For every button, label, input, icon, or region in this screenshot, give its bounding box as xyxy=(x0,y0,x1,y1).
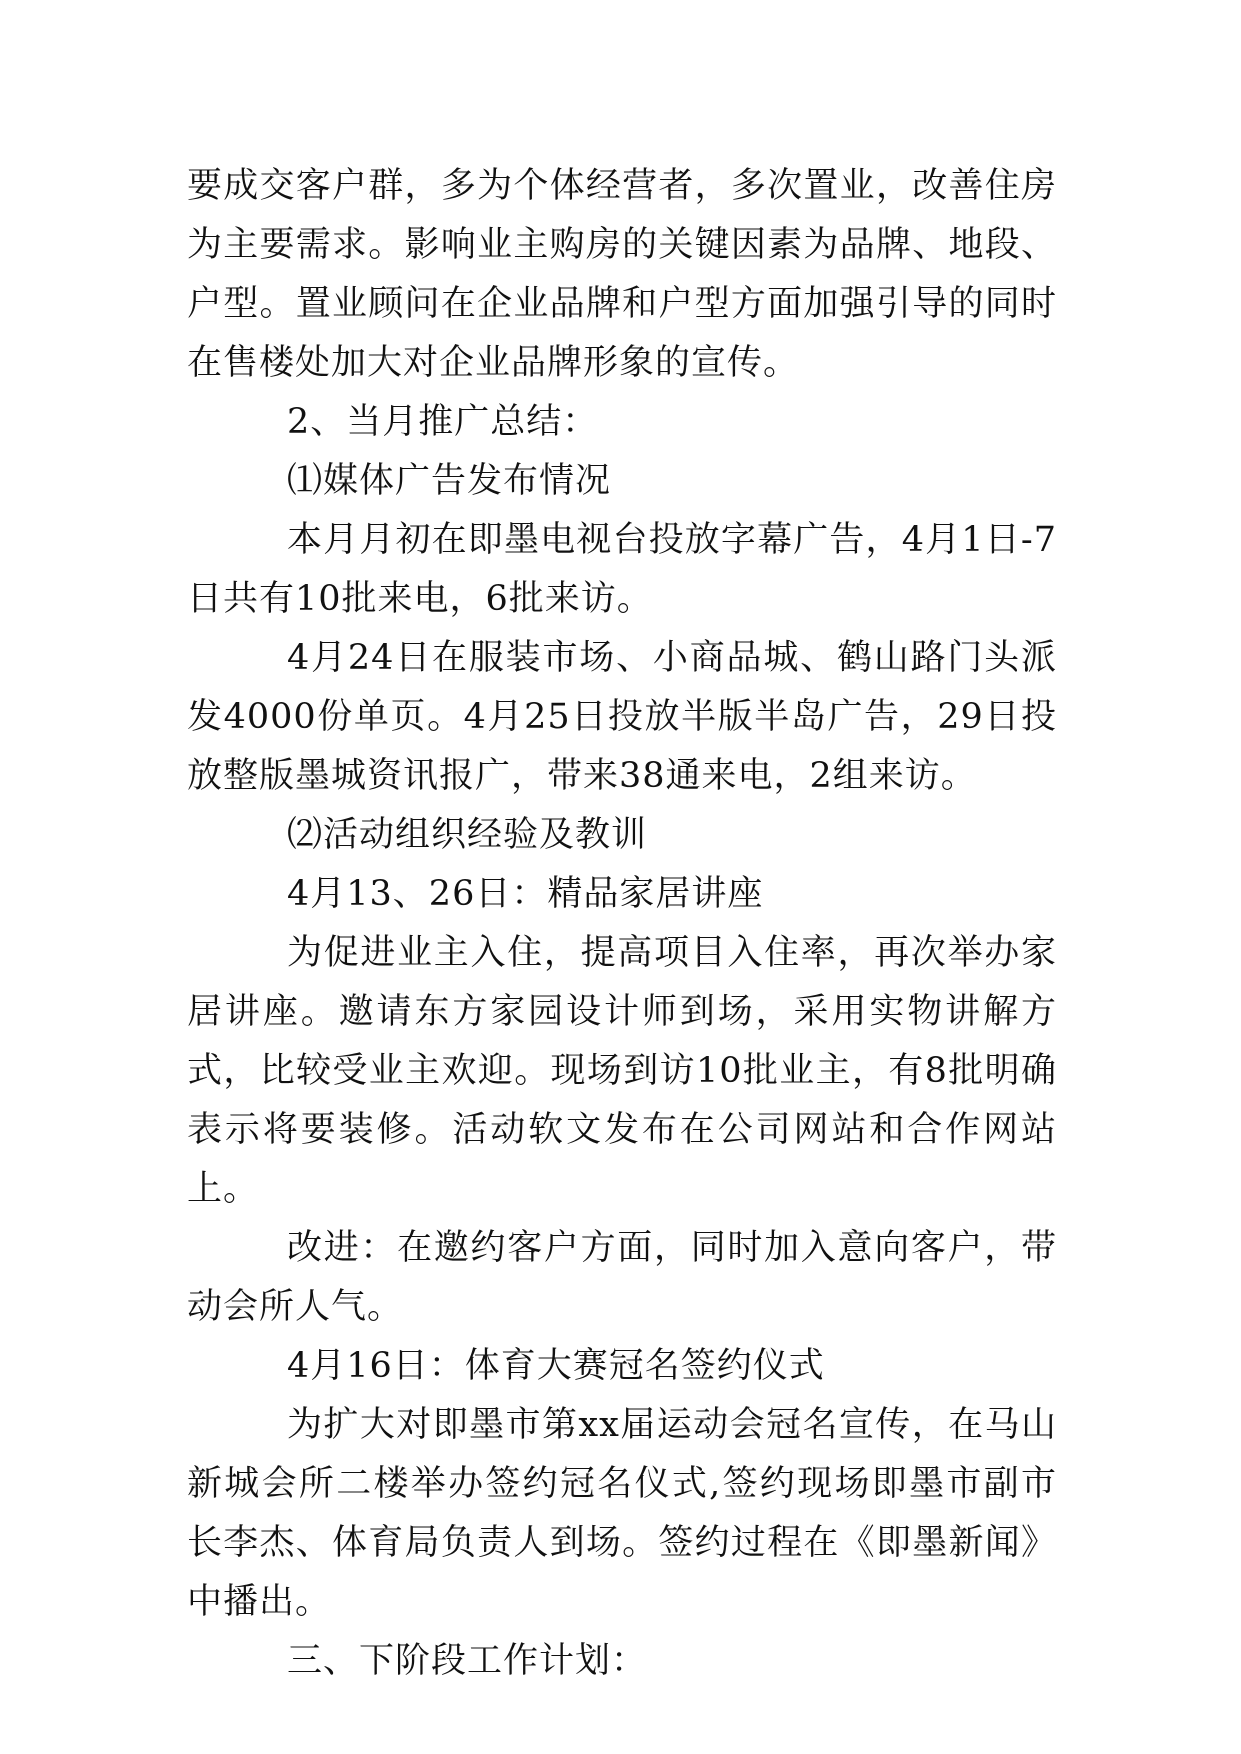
paragraph: 为促进业主入住，提高项目入住率，再次举办家居讲座。邀请东方家园设计师到场，采用实物讲解方式，比较受业主欢迎。现场到访10批业主，有8批明确表示将要装修。活动软文发布在公司网站和合作网站上。 xyxy=(187,933,1057,1209)
event-heading: 4月16日：体育大赛冠名签约仪式 xyxy=(287,1346,825,1386)
subsection-heading: ⑵活动组织经验及教训 xyxy=(287,815,648,855)
subsection-heading: ⑴媒体广告发布情况 xyxy=(287,461,612,501)
document-body xyxy=(187,157,1057,1691)
paragraph: 本月月初在即墨电视台投放字幕广告，4月1日-7日共有10批来电，6批来访。 xyxy=(187,520,1057,619)
paragraph: 改进：在邀约客户方面，同时加入意向客户，带动会所人气。 xyxy=(187,1228,1057,1327)
paragraph: 为扩大对即墨市第xx届运动会冠名宣传，在马山新城会所二楼举办签约冠名仪式,签约现场即墨市副市长李杰、体育局负责人到场。签约过程在《即墨新闻》中播出。 xyxy=(187,1405,1057,1622)
event-heading: 4月13、26日：精品家居讲座 xyxy=(287,874,764,914)
section-heading: 三、下阶段工作计划： xyxy=(287,1641,648,1681)
paragraph: 要成交客户群，多为个体经营者，多次置业，改善住房为主要需求。影响业主购房的关键因素为品牌、地段、户型。置业顾问在企业品牌和户型方面加强引导的同时在售楼处加大对企业品牌形象的宣传。 xyxy=(187,166,1057,383)
paragraph: 4月24日在服装市场、小商品城、鹤山路门头派发4000份单页。4月25日投放半版半岛广告，29日投放整版墨城资讯报广，带来38通来电，2组来访。 xyxy=(187,638,1057,796)
section-heading: 2、当月推广总结： xyxy=(287,402,599,442)
